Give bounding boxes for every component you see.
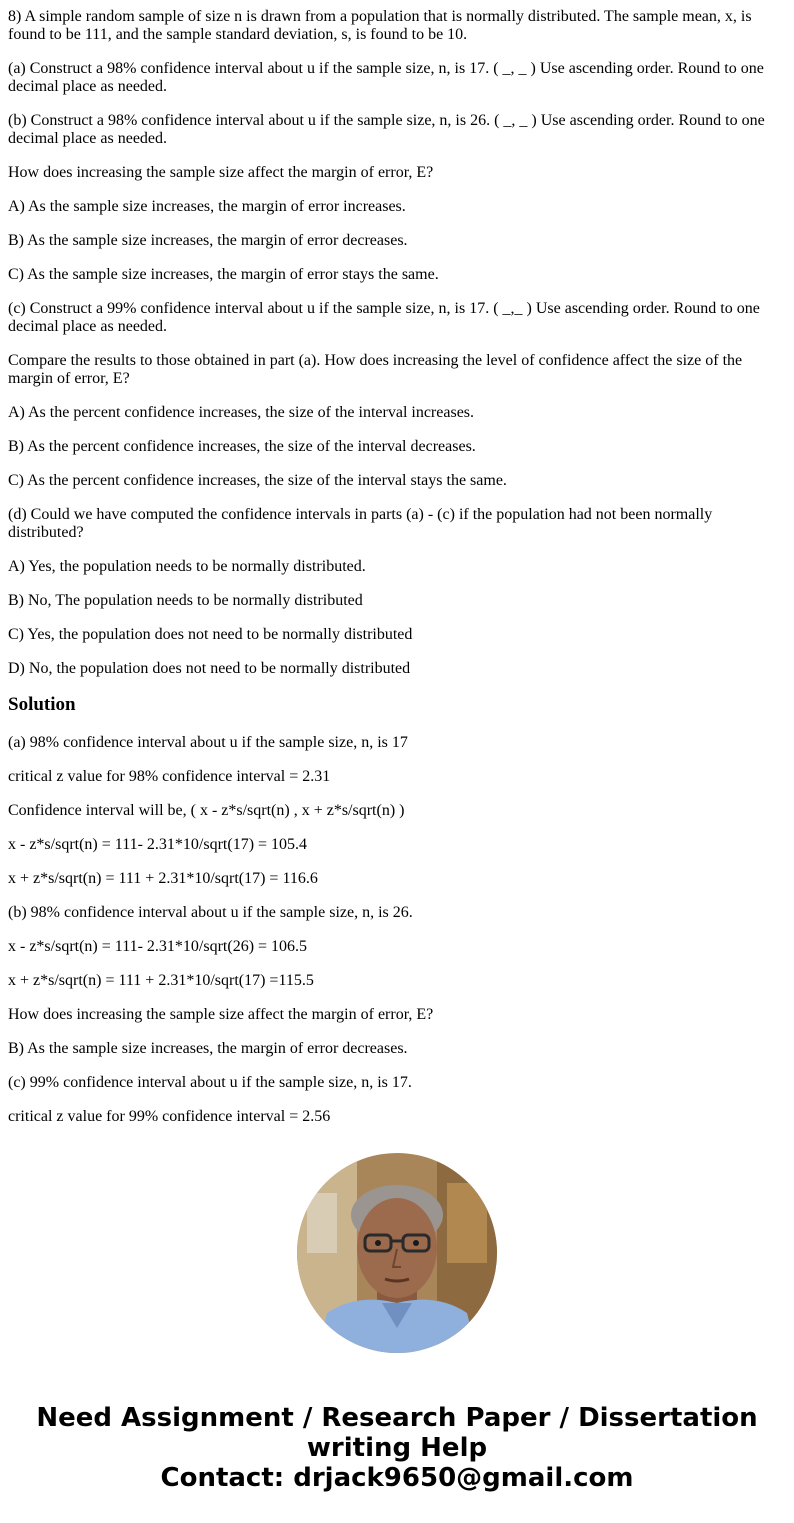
footer-contact: Contact: drjack9650@gmail.com [160, 1463, 634, 1493]
option-d-c: C) Yes, the population does not need to be normally distributed [8, 626, 413, 643]
solution-line: critical z value for 98% confidence interval = 2.31 [8, 768, 331, 785]
question-part-c: (c) Construct a 99% confidence interval about u if the sample size, n, is 17. ( _,_ ) Use ascending order. Round to one decimal place as needed. [8, 300, 760, 335]
author-avatar [297, 1153, 497, 1353]
solution-line: (c) 99% confidence interval about u if the sample size, n, is 17. [8, 1074, 412, 1091]
option-size-b: B) As the sample size increases, the margin of error decreases. [8, 232, 408, 249]
question-part-d: (d) Could we have computed the confidence intervals in parts (a) - (c) if the population had not been normally distributed? [8, 506, 713, 541]
option-d-d: D) No, the population does not need to be normally distributed [8, 660, 411, 677]
option-d-a: A) Yes, the population needs to be normally distributed. [8, 558, 366, 575]
solution-line: x - z*s/sqrt(n) = 111- 2.31*10/sqrt(17) = 105.4 [8, 836, 308, 853]
question-intro: 8) A simple random sample of size n is drawn from a population that is normally distributed. The sample mean, x, is found to be 111, and the sample standard deviation, s, is found to be 10. [8, 8, 752, 43]
solution-line: (a) 98% confidence interval about u if the sample size, n, is 17 [8, 734, 408, 751]
solution-line: critical z value for 99% confidence interval = 2.56 [8, 1108, 331, 1123]
question-sample-size: How does increasing the sample size affect the margin of error, E? [8, 164, 434, 181]
solution-line: x + z*s/sqrt(n) = 111 + 2.31*10/sqrt(17) =115.5 [8, 972, 314, 989]
option-conf-c: C) As the percent confidence increases, the size of the interval stays the same. [8, 472, 507, 489]
footer-headline: Need Assignment / Research Paper / Dissertation [36, 1403, 758, 1433]
question-confidence: Compare the results to those obtained in part (a). How does increasing the level of confidence affect the size of the margin of error, E? [8, 352, 743, 387]
solution-heading: Solution [8, 694, 76, 715]
footer-subline: writing Help [306, 1433, 488, 1463]
solution-line: How does increasing the sample size affect the margin of error, E? [8, 1006, 434, 1023]
option-d-b: B) No, The population needs to be normally distributed [8, 592, 363, 609]
solution-line: B) As the sample size increases, the margin of error decreases. [8, 1040, 408, 1057]
author-portrait-image [297, 1153, 497, 1353]
question-part-b: (b) Construct a 98% confidence interval about u if the sample size, n, is 26. ( _, _ ) Use ascending order. Round to one decimal place as needed. [8, 112, 765, 147]
question-part-a: (a) Construct a 98% confidence interval about u if the sample size, n, is 17. ( _, _ ) Use ascending order. Round to one decimal place as needed. [8, 60, 764, 95]
solution-line: Confidence interval will be, ( x - z*s/sqrt(n) , x + z*s/sqrt(n) ) [8, 802, 405, 819]
option-conf-b: B) As the percent confidence increases, the size of the interval decreases. [8, 438, 476, 455]
solution-line: (b) 98% confidence interval about u if the sample size, n, is 26. [8, 904, 413, 921]
document-content [8, 8, 786, 1123]
option-size-a: A) As the sample size increases, the margin of error increases. [8, 198, 406, 215]
solution-line: x - z*s/sqrt(n) = 111- 2.31*10/sqrt(26) = 106.5 [8, 938, 308, 955]
contact-footer [0, 1403, 794, 1493]
option-conf-a: A) As the percent confidence increases, the size of the interval increases. [8, 404, 475, 421]
solution-line: x + z*s/sqrt(n) = 111 + 2.31*10/sqrt(17) = 116.6 [8, 870, 318, 887]
option-size-c: C) As the sample size increases, the margin of error stays the same. [8, 266, 439, 283]
